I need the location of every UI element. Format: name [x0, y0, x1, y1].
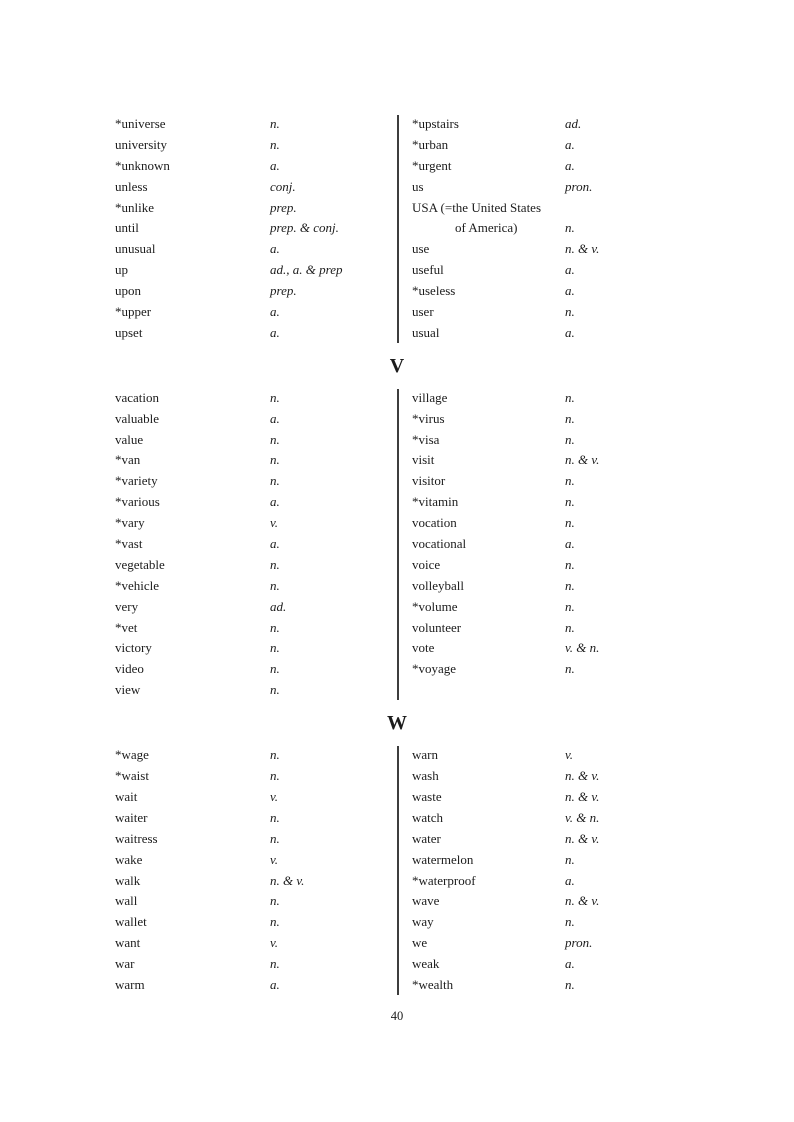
entry-row [115, 114, 398, 135]
entry-word: *various [115, 494, 160, 510]
entry-row [115, 177, 398, 198]
section-u-continued [0, 114, 794, 344]
entry-row [412, 302, 794, 323]
entry-row [412, 471, 794, 492]
entry-row [115, 430, 398, 451]
entry-word: value [115, 431, 144, 447]
entry-word: until [115, 220, 139, 236]
entry-pos: n. & v. [565, 893, 600, 909]
entry-pos: n. [270, 893, 280, 909]
entry-word: wallet [115, 914, 147, 930]
entry-pos: n. & v. [565, 788, 600, 804]
entry-row [115, 534, 398, 555]
entry-pos: n. [270, 431, 280, 447]
entry-pos: ad., a. & prep [270, 262, 343, 278]
entry-word: usual [412, 324, 440, 340]
entry-word: *visa [412, 431, 440, 447]
entry-row [115, 450, 398, 471]
entry-pos: v. [565, 747, 574, 763]
entry-pos: n. [270, 914, 280, 930]
entry-word: wake [115, 851, 143, 867]
entry-row [115, 302, 398, 323]
entry-pos: n. [565, 515, 575, 531]
entry-pos: n. [270, 452, 280, 468]
entry-row [115, 576, 398, 597]
entry-pos: a. [270, 536, 280, 552]
entry-word: video [115, 661, 144, 677]
entry-pos: n. [565, 410, 575, 426]
entry-pos: n. & v. [565, 830, 600, 846]
entry-word: volleyball [412, 577, 464, 593]
entry-word: *unknown [115, 157, 170, 173]
entry-pos: a. [565, 536, 575, 552]
entry-pos: a. [565, 157, 575, 173]
entry-word: *wealth [412, 976, 454, 992]
entry-pos: v. & n. [565, 809, 600, 825]
entry-row [412, 745, 794, 766]
entry-row [115, 912, 398, 933]
entry-pos: n. [270, 956, 280, 972]
entry-row [115, 638, 398, 659]
entry-row [115, 808, 398, 829]
entry-row [115, 745, 398, 766]
entry-word: *urban [412, 136, 449, 152]
entry-word: *vehicle [115, 577, 160, 593]
entry-row [115, 829, 398, 850]
column-divider [397, 389, 399, 700]
entry-word: *universe [115, 116, 166, 131]
entry-row [115, 891, 398, 912]
entry-row [412, 933, 794, 954]
section-header-v: V [389, 354, 405, 377]
entry-word: *upper [115, 304, 152, 320]
entry-word: waitress [115, 830, 158, 846]
entry-row [115, 659, 398, 680]
entry-row [115, 281, 398, 302]
entry-pos: n. [270, 661, 280, 677]
page-number: 40 [390, 1008, 404, 1023]
entry-row [115, 260, 398, 281]
entry-word: *useless [412, 283, 456, 299]
entry-word: upset [115, 324, 143, 340]
entry-pos: n. [565, 619, 575, 635]
entry-pos: a. [565, 262, 575, 278]
entry-pos: n. [565, 220, 575, 236]
entry-pos: prep. & conj. [270, 220, 339, 236]
entry-pos: n. [270, 747, 280, 763]
entry-word: vote [412, 640, 435, 656]
entry-word: want [115, 935, 141, 951]
entry-pos: n. [270, 640, 280, 656]
entry-word: watch [412, 809, 444, 825]
entry-word: visitor [412, 473, 446, 489]
word-column-right [398, 745, 794, 996]
entry-word: upon [115, 283, 141, 299]
entry-pos: pron. [565, 935, 593, 951]
entry-pos: a. [565, 872, 575, 888]
entry-row [412, 135, 794, 156]
entry-word: warm [115, 976, 145, 992]
entry-row [412, 891, 794, 912]
entry-word: us [412, 178, 424, 194]
entry-pos: prep. [270, 283, 297, 299]
entry-pos: n. [565, 556, 575, 572]
entry-pos: a. [270, 410, 280, 426]
entry-pos: n. [565, 494, 575, 510]
entry-row [412, 975, 794, 996]
entry-word: waste [412, 788, 442, 804]
section-w [0, 701, 794, 996]
entry-pos: v. [270, 851, 279, 867]
entry-pos: ad. [565, 116, 582, 131]
entry-row [115, 787, 398, 808]
entry-word: of America) [455, 220, 518, 236]
entry-row [412, 659, 794, 680]
entry-row [115, 471, 398, 492]
entry-word: *vet [115, 619, 138, 635]
entry-pos: n. & v. [270, 872, 305, 888]
entry-row [412, 114, 794, 135]
entry-pos: v. [270, 515, 279, 531]
section-w-columns [0, 745, 794, 996]
entry-row [115, 871, 398, 892]
entry-word: watermelon [412, 851, 474, 867]
entry-row [412, 534, 794, 555]
entry-word: user [412, 304, 434, 320]
entry-row [115, 850, 398, 871]
entry-pos: a. [565, 136, 575, 152]
entry-row [412, 513, 794, 534]
entry-row [115, 954, 398, 975]
entry-row [115, 135, 398, 156]
entry-word: *waist [115, 768, 149, 784]
entry-pos: n. [270, 556, 280, 572]
entry-pos: n. & v. [565, 241, 600, 257]
entry-pos: prep. [270, 199, 297, 215]
entry-pos: a. [270, 304, 280, 320]
entry-row [412, 409, 794, 430]
entry-row [115, 156, 398, 177]
column-divider [397, 115, 399, 343]
entry-word: view [115, 682, 141, 698]
entry-word: waiter [115, 809, 148, 825]
entry-word: *virus [412, 410, 445, 426]
entry-word: victory [115, 640, 152, 656]
entry-word: way [412, 914, 434, 930]
entry-word: *vary [115, 515, 145, 531]
entry-pos: v. [270, 788, 279, 804]
section-v [0, 344, 794, 701]
entry-pos: n. [270, 768, 280, 784]
entry-word: useful [412, 262, 444, 278]
entry-row [115, 218, 398, 239]
entry-row [412, 218, 794, 239]
entry-word: visit [412, 452, 435, 468]
entry-row [412, 912, 794, 933]
entry-word: *van [115, 452, 141, 468]
word-column-right [398, 388, 794, 701]
entry-pos: n. [565, 851, 575, 867]
entry-pos: a. [270, 241, 280, 257]
entry-row [412, 576, 794, 597]
section-v-columns [0, 388, 794, 701]
entry-pos: a. [565, 956, 575, 972]
word-column-left [0, 745, 398, 996]
entry-pos: n. [270, 136, 280, 152]
entry-row [412, 430, 794, 451]
entry-row [412, 450, 794, 471]
entry-pos: n. [565, 304, 575, 320]
entry-row [412, 281, 794, 302]
entry-pos: v. & n. [565, 640, 600, 656]
entry-word: we [412, 935, 428, 951]
entry-word: war [115, 956, 135, 972]
entry-word: volunteer [412, 619, 462, 635]
entry-word: *vitamin [412, 494, 459, 510]
entry-word: voice [412, 556, 441, 572]
entry-row [412, 555, 794, 576]
entry-pos: n. [565, 914, 575, 930]
entry-word: *upstairs [412, 116, 459, 131]
entry-word: vegetable [115, 556, 165, 572]
entry-row [412, 808, 794, 829]
entry-pos: ad. [270, 598, 287, 614]
entry-word: *wage [115, 747, 149, 763]
entry-pos: n. [565, 661, 575, 677]
entry-word: *unlike [115, 199, 154, 215]
entry-pos: n. & v. [565, 452, 600, 468]
section-u-columns [0, 114, 794, 344]
entry-row [115, 323, 398, 344]
entry-word: water [412, 830, 441, 846]
entry-row [115, 597, 398, 618]
entry-row [412, 787, 794, 808]
entry-word: *voyage [412, 661, 457, 677]
column-divider [397, 746, 399, 995]
entry-row [412, 260, 794, 281]
entry-pos: n. [270, 809, 280, 825]
entry-word: vocation [412, 515, 457, 531]
entry-word: wash [412, 768, 439, 784]
entry-word: university [115, 136, 167, 152]
entry-row [412, 871, 794, 892]
entry-word: wait [115, 788, 138, 804]
entry-row [412, 597, 794, 618]
word-column-right [398, 114, 794, 344]
entry-word: *vast [115, 536, 143, 552]
entry-row [115, 239, 398, 260]
entry-word: *variety [115, 473, 158, 489]
entry-row [412, 388, 794, 409]
entry-word: unless [115, 178, 148, 194]
entry-row [412, 618, 794, 639]
word-column-left [0, 114, 398, 344]
entry-word: vacation [115, 389, 160, 405]
entry-word: USA (=the United States [412, 199, 542, 215]
entry-row [412, 198, 794, 219]
entry-row [412, 766, 794, 787]
entry-word: walk [115, 872, 141, 888]
entry-pos: n. [270, 473, 280, 489]
entry-row [115, 618, 398, 639]
entry-row [115, 513, 398, 534]
entry-row [412, 239, 794, 260]
entry-pos: pron. [565, 178, 593, 194]
entry-pos: n. [565, 577, 575, 593]
entry-row [115, 492, 398, 513]
entry-pos: a. [270, 157, 280, 173]
entry-word: wall [115, 893, 138, 909]
entry-pos: n. [270, 577, 280, 593]
entry-pos: a. [565, 283, 575, 299]
entry-word: vocational [412, 536, 467, 552]
entry-pos: n. [565, 473, 575, 489]
entry-pos: n. [270, 830, 280, 846]
entry-row [115, 388, 398, 409]
entry-word: *volume [412, 598, 458, 614]
entry-pos: n. [565, 976, 575, 992]
entry-row [115, 680, 398, 701]
entry-pos: n. [270, 682, 280, 698]
entry-word: unusual [115, 241, 156, 257]
word-column-left [0, 388, 398, 701]
entry-row [412, 177, 794, 198]
entry-pos: n. & v. [565, 768, 600, 784]
entry-pos: a. [565, 324, 575, 340]
entry-row [115, 975, 398, 996]
entry-word: *urgent [412, 157, 452, 173]
entry-row [412, 323, 794, 344]
entry-pos: v. [270, 935, 279, 951]
entry-word: use [412, 241, 430, 257]
entry-row [412, 492, 794, 513]
entry-row [412, 829, 794, 850]
entry-row [115, 766, 398, 787]
entry-word: very [115, 598, 139, 614]
entry-row [115, 409, 398, 430]
entry-word: village [412, 389, 448, 405]
entry-pos: conj. [270, 178, 296, 194]
entry-row [115, 933, 398, 954]
entry-pos: n. [565, 389, 575, 405]
entry-word: up [115, 262, 128, 278]
entry-pos: n. [565, 431, 575, 447]
entry-pos: a. [270, 976, 280, 992]
section-header-w: W [387, 712, 407, 735]
entry-pos: n. [270, 619, 280, 635]
entry-row [115, 198, 398, 219]
entry-pos: n. [565, 598, 575, 614]
entry-word: wave [412, 893, 440, 909]
entry-row [412, 954, 794, 975]
entry-word: *waterproof [412, 872, 476, 888]
entry-word: valuable [115, 410, 160, 426]
entry-word: warn [412, 747, 438, 763]
entry-word: weak [412, 956, 440, 972]
entry-pos: n. [270, 389, 280, 405]
entry-pos: n. [270, 116, 280, 131]
entry-pos: a. [270, 324, 280, 340]
entry-pos: a. [270, 494, 280, 510]
entry-row [412, 850, 794, 871]
entry-row [115, 555, 398, 576]
entry-row [412, 156, 794, 177]
entry-row [412, 638, 794, 659]
